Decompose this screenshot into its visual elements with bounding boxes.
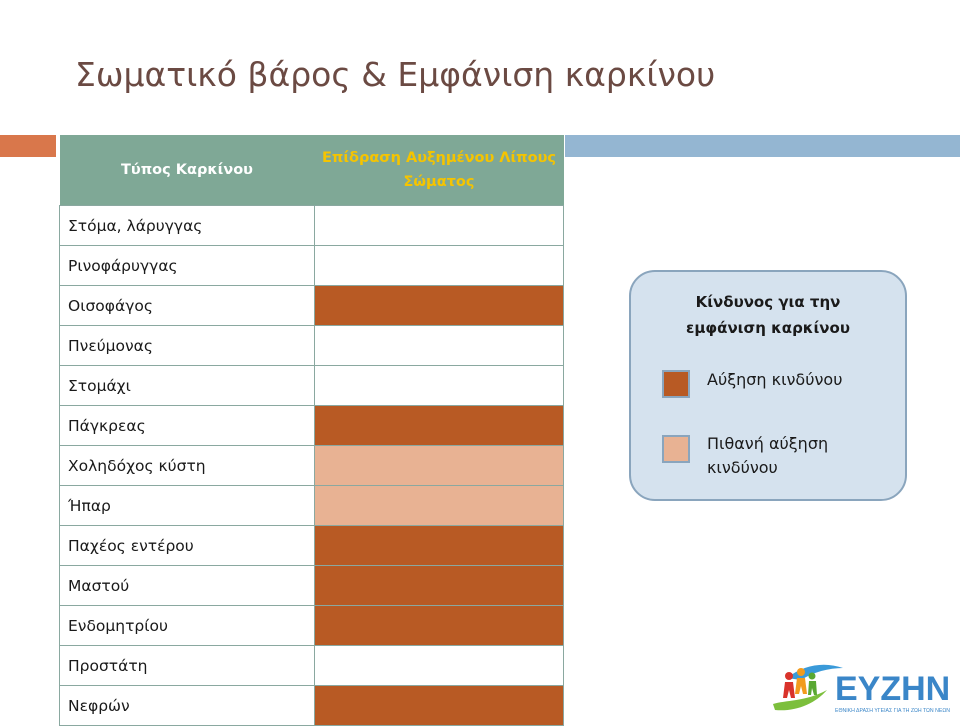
table-row xyxy=(60,326,564,366)
legend-swatch-increase xyxy=(662,370,690,398)
cancer-type-cell: Πνεύμονας xyxy=(60,326,315,366)
table-row xyxy=(60,566,564,606)
impact-cell-possible xyxy=(315,486,564,526)
table-row xyxy=(60,206,564,246)
risk-legend xyxy=(629,270,907,501)
cancer-type-cell: Προστάτη xyxy=(60,646,315,686)
impact-cell-none xyxy=(315,206,564,246)
cancer-type-cell: Νεφρών xyxy=(60,686,315,726)
cancer-type-cell: Στόμα, λάρυγγας xyxy=(60,206,315,246)
legend-swatch-possible xyxy=(662,435,690,463)
header-fat-impact: Επίδραση Αυξημένου Λίπους Σώματος xyxy=(315,135,564,206)
logo-figure-green-body xyxy=(808,681,817,695)
logo-swoosh-green xyxy=(773,690,827,710)
cancer-type-cell: Ρινοφάρυγγας xyxy=(60,246,315,286)
impact-cell-increase xyxy=(315,526,564,566)
legend-label-increase: Αύξηση κινδύνου xyxy=(707,370,843,389)
table-row xyxy=(60,286,564,326)
impact-cell-none xyxy=(315,326,564,366)
table-row xyxy=(60,486,564,526)
impact-cell-possible xyxy=(315,446,564,486)
logo-figure-red xyxy=(785,672,793,680)
impact-cell-increase xyxy=(315,566,564,606)
impact-cell-increase xyxy=(315,606,564,646)
legend-title: Κίνδυνος για την εμφάνιση καρκίνου xyxy=(686,293,850,337)
impact-cell-none xyxy=(315,366,564,406)
euzhn-logo xyxy=(765,660,955,716)
logo-name: ΕΥΖΗΝ xyxy=(835,670,951,708)
table-body xyxy=(60,206,564,726)
cancer-type-cell: Παχέος εντέρου xyxy=(60,526,315,566)
table-row xyxy=(60,446,564,486)
logo-figure-red-body xyxy=(783,682,795,698)
table-row xyxy=(60,606,564,646)
logo-tagline: ΕΘΝΙΚΗ ΔΡΑΣΗ ΥΓΕΙΑΣ ΓΙΑ ΤΗ ΖΩΗ ΤΩΝ ΝΕΩΝ xyxy=(835,708,950,714)
logo-figure-orange-body xyxy=(795,678,807,694)
logo-figure-green xyxy=(809,673,816,680)
accent-bar-left xyxy=(0,135,56,157)
table-row xyxy=(60,406,564,446)
accent-bar-right xyxy=(565,135,960,157)
cancer-type-cell: Ήπαρ xyxy=(60,486,315,526)
cancer-type-cell: Οισοφάγος xyxy=(60,286,315,326)
cancer-type-cell: Πάγκρεας xyxy=(60,406,315,446)
slide-title: Σωματικό βάρος & Εμφάνιση καρκίνου xyxy=(75,55,716,94)
header-cancer-type: Τύπος Καρκίνου xyxy=(60,135,315,206)
table-row xyxy=(60,646,564,686)
impact-cell-none xyxy=(315,646,564,686)
cancer-risk-table xyxy=(59,135,564,726)
cancer-type-cell: Στομάχι xyxy=(60,366,315,406)
cancer-type-cell: Μαστού xyxy=(60,566,315,606)
table-header-row xyxy=(60,135,564,206)
legend-label-possible: Πιθανή αύξηση κινδύνου xyxy=(707,434,829,477)
impact-cell-increase xyxy=(315,406,564,446)
logo-figure-orange xyxy=(797,668,805,676)
table-row xyxy=(60,366,564,406)
impact-cell-none xyxy=(315,246,564,286)
cancer-type-cell: Χοληδόχος κύστη xyxy=(60,446,315,486)
table-row xyxy=(60,246,564,286)
table-row xyxy=(60,526,564,566)
impact-cell-increase xyxy=(315,286,564,326)
cancer-type-cell: Ενδομητρίου xyxy=(60,606,315,646)
